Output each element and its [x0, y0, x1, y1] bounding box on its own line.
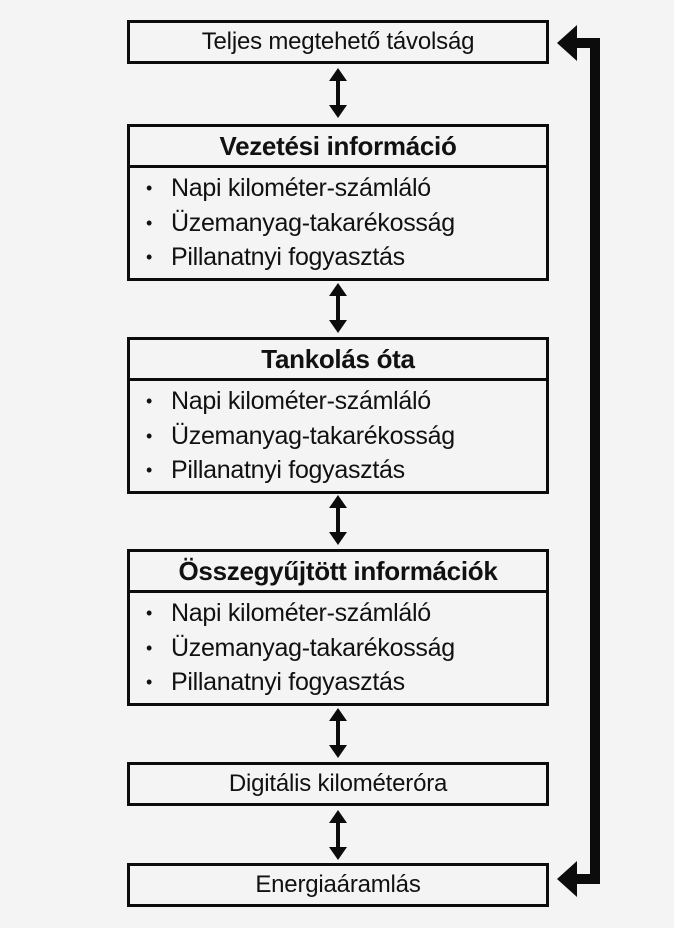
list-item-label: Pillanatnyi fogyasztás	[171, 243, 405, 271]
bullet-icon: •	[146, 247, 153, 267]
driving-info-heading: Vezetési információ	[130, 127, 546, 168]
list-item-label: Napi kilométer-számláló	[171, 174, 431, 202]
energy-flow-label: Energiaáramlás	[255, 871, 421, 898]
list-item-label: Üzemanyag-takarékosság	[171, 633, 455, 662]
bullet-icon: •	[146, 178, 153, 198]
accumulated-info-heading: Összegyűjtött információk	[130, 552, 546, 593]
bullet-icon: •	[146, 212, 153, 233]
arrow-left-bottom-icon	[557, 861, 577, 897]
bullet-icon: •	[146, 603, 153, 623]
bullet-icon: •	[146, 460, 153, 480]
bullet-icon: •	[146, 672, 153, 692]
bullet-icon: •	[146, 425, 153, 446]
loop-line	[576, 38, 600, 884]
list-item-label: Üzemanyag-takarékosság	[171, 421, 455, 450]
bullet-icon: •	[146, 637, 153, 658]
bullet-icon: •	[146, 391, 153, 411]
since-refuel-heading: Tankolás óta	[130, 340, 546, 381]
list-item-label: Napi kilométer-számláló	[171, 387, 431, 415]
digital-odometer-label: Digitális kilométeróra	[228, 770, 448, 797]
arrow-left-top-icon	[557, 25, 577, 61]
list-item-label: Pillanatnyi fogyasztás	[171, 456, 405, 484]
list-item-label: Napi kilométer-számláló	[171, 599, 431, 627]
list-item-label: Pillanatnyi fogyasztás	[171, 668, 405, 696]
total-range-label: Teljes megtehető távolság	[201, 28, 475, 55]
list-item-label: Üzemanyag-takarékosság	[171, 208, 455, 237]
